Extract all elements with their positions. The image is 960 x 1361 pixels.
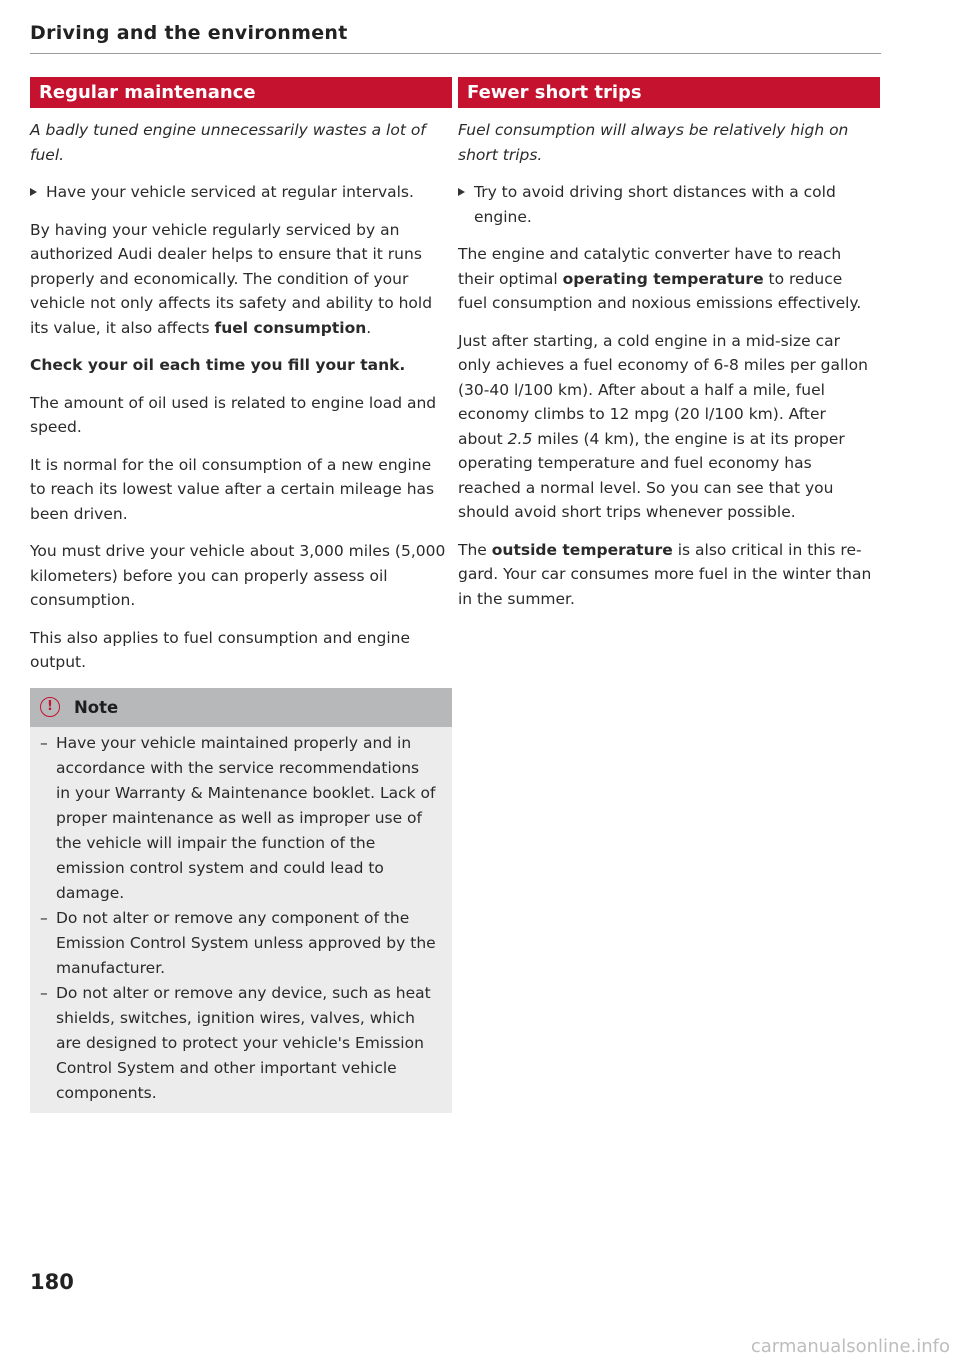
- note-item-text: Do not alter or remove any device, such as heat shields, switches, ignition wires, valves, which are designed to protect your vehicle's Emission Control System and other important vehicle components.: [56, 983, 431, 1102]
- right-p3-bold: outside temperature: [491, 540, 673, 559]
- right-intro: Fuel consumption will always be relatively high on short trips.: [458, 121, 849, 164]
- header-divider: [30, 53, 881, 54]
- right-p3-a: The: [458, 540, 492, 559]
- right-paragraph-3: [458, 538, 880, 612]
- right-p1-b: to reduce fuel consumption and noxious emissions effectively.: [458, 269, 862, 312]
- right-p1-bold: operating temperature: [562, 269, 764, 288]
- page-number: 180: [30, 1270, 74, 1294]
- section-header: Driving and the environment: [30, 22, 348, 44]
- triangle-bullet-icon: [458, 188, 465, 196]
- right-p3-b: is also critical in this regard. Your car consumes more fuel in the winter than in the summer.: [458, 540, 872, 608]
- triangle-bullet-icon: [30, 188, 37, 196]
- right-paragraph-1: [458, 242, 880, 316]
- right-p2-a: Just after starting, a cold engine in a mid-size car only achieves a fuel economy of 6-8 miles per gallon (30-40 l/100 km). After about a half a mile, fuel economy climbs to 12 mpg (20 l/100 km). After about: [458, 331, 868, 448]
- right-p2-italic: 2.5: [507, 429, 533, 448]
- right-p2-b: miles (4 km), the engine is at its proper operating temperature and fuel economy has reached a normal level. So you can see that you should avoid short trips whenever possible.: [458, 429, 845, 521]
- fewer-short-trips-heading: Fewer short trips: [458, 77, 880, 108]
- exclamation-circle-icon: !: [40, 697, 60, 717]
- left-bullet-text: Have your vehicle serviced at regular intervals.: [46, 183, 414, 201]
- right-bullet-text: Try to avoid driving short distances with a cold engine.: [474, 183, 836, 226]
- right-bullet: [458, 180, 880, 229]
- left-paragraph-3: The amount of oil used is related to engine load and speed.: [30, 393, 437, 436]
- left-bullet: [30, 180, 452, 205]
- left-paragraph-4: It is normal for the oil consumption of a new engine to reach its lowest value after a certain mileage has been driven.: [30, 455, 435, 523]
- right-column: [458, 77, 880, 611]
- left-paragraph-5: You must drive your vehicle about 3,000 miles (5,000 kilometers) before you can properly assess oil consumption.: [30, 542, 446, 609]
- note-item: – Have your vehicle maintained properly and in accordance with the service recommendations in your Warranty & Maintenance booklet. Lack of proper maintenance as well as improper use of the vehicle will impair the function of the emission control system and could lead to damage.: [40, 733, 436, 902]
- note-item-text: Have your vehicle maintained properly and in accordance with the service recommendations in your Warranty & Maintenance booklet. Lack of proper maintenance as well as improper use of the vehicle will impair the function of the emission control system and could lead to damage.: [56, 733, 436, 902]
- note-box: [30, 688, 452, 1113]
- note-item: – Do not alter or remove any component of the Emission Control System unless approved by the manufacturer.: [40, 908, 436, 977]
- right-p1-a: The engine and catalytic converter have to reach their optimal: [458, 245, 842, 288]
- note-item: – Do not alter or remove any device, such as heat shields, switches, ignition wires, valves, which are designed to protect your vehicle's Emission Control System and other important vehicle components.: [40, 983, 431, 1102]
- left-paragraph-6: This also applies to fuel consumption and engine output.: [30, 628, 410, 671]
- note-header: [30, 688, 452, 727]
- left-p1-bold: fuel consumption: [214, 318, 367, 337]
- left-column: [30, 77, 452, 1113]
- watermark: carmanualsonline.info: [750, 1336, 950, 1357]
- left-p1-text: By having your vehicle regularly serviced by an authorized Audi dealer helps to ensure that it runs properly and economically. The condition of your vehicle not only affects its safety and ability to hold its value, it also affects: [30, 220, 433, 337]
- left-intro: A badly tuned engine unnecessarily wastes a lot of fuel.: [30, 121, 426, 164]
- left-p1-end: .: [366, 318, 372, 337]
- note-title: Note: [74, 697, 119, 717]
- note-list: [30, 727, 452, 1113]
- left-paragraph-1: [30, 218, 452, 341]
- note-item-text: Do not alter or remove any component of the Emission Control System unless approved by the manufacturer.: [56, 908, 436, 977]
- regular-maintenance-heading: Regular maintenance: [30, 77, 452, 108]
- left-paragraph-2: [30, 353, 452, 378]
- right-paragraph-2: [458, 329, 880, 525]
- oil-check-heading: Check your oil each time you fill your tank.: [30, 356, 406, 374]
